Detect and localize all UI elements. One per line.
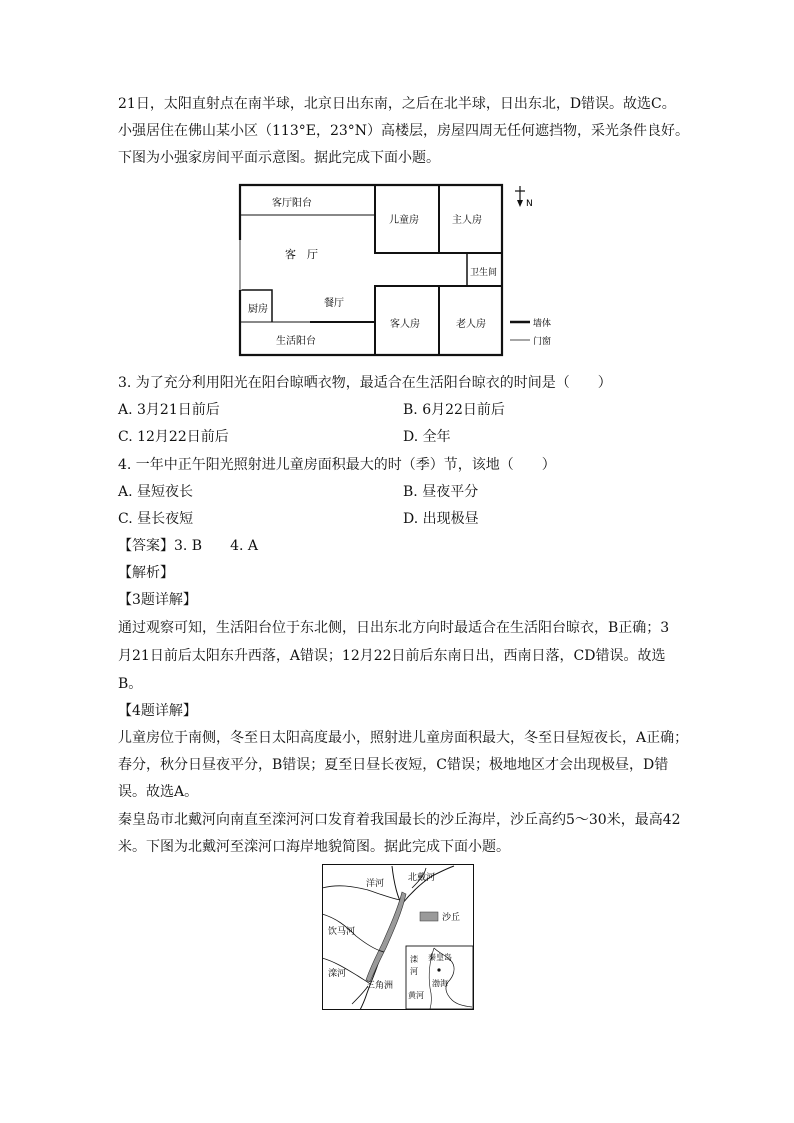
paragraph-line-1: 21日，太阳直射点在南半球，北京日出东南，之后在北半球，日出东北，D错误。故选C。 xyxy=(118,96,676,112)
legend-dune-swatch xyxy=(420,912,438,921)
passage2-line-2: 米。下图为北戴河至滦河口海岸地貌简图。据此完成下面小题。 xyxy=(118,839,510,855)
room-bathroom: 卫生间 xyxy=(470,268,498,278)
legend-wall-label: 墙体 xyxy=(533,319,552,329)
inset-label-qinhuangdao: 秦皇岛 xyxy=(428,953,452,962)
room-life-balcony: 生活阳台 xyxy=(276,336,316,347)
label-beidaihe: 北戴河 xyxy=(408,873,436,883)
label-yanghe: 洋河 xyxy=(366,879,385,889)
room-guest: 客人房 xyxy=(390,319,420,330)
floorplan-figure xyxy=(230,180,570,360)
room-living: 客 厅 xyxy=(285,248,318,261)
passage2-line-1: 秦皇岛市北戴河向南直至滦河河口发育着我国最长的沙丘海岸，沙丘高约5～30米，最高42 xyxy=(118,812,681,828)
q4-option-d: D. 出现极昼 xyxy=(403,511,479,527)
coast-map-figure xyxy=(322,864,474,1010)
q3-detail-heading: 【3题详解】 xyxy=(118,592,197,608)
inset-label-luan: 滦 xyxy=(410,955,418,964)
inset-map xyxy=(406,946,473,1009)
paragraph-line-3: 下图为小强家房间平面示意图。据此完成下面小题。 xyxy=(118,150,440,166)
q4-detail-heading: 【4题详解】 xyxy=(118,703,197,719)
q3-option-d: D. 全年 xyxy=(403,429,451,445)
inset-label-he: 河 xyxy=(410,967,418,976)
room-master: 主人房 xyxy=(452,215,482,226)
answer-line xyxy=(118,538,258,554)
inset-label-bohai: 渤海 xyxy=(432,979,448,988)
answer-label: 【答案】 xyxy=(118,538,174,554)
legend-dune-label: 沙丘 xyxy=(442,913,461,923)
q4-detail-line-1: 儿童房位于南侧，冬至日太阳高度最小，照射进儿童房面积最大，冬至日昼短夜长，A正确； xyxy=(118,730,689,746)
legend-window-label: 门窗 xyxy=(533,337,552,347)
answer-value: 3. B 4. A xyxy=(174,538,259,554)
q3-option-c: C. 12月22日前后 xyxy=(118,429,229,445)
q3-detail-line-1: 通过观察可知，生活阳台位于东北侧，日出东北方向时最适合在生活阳台晾衣，B正确；3 xyxy=(118,620,670,636)
inset-label-huanghe: 黄河 xyxy=(408,991,424,1000)
q3-stem: 3. 为了充分利用阳光在阳台晾晒衣物，最适合在生活阳台晾衣的时间是（ ） xyxy=(118,375,612,391)
room-child: 儿童房 xyxy=(389,215,419,226)
q4-detail-line-2: 春分，秋分日昼夜平分，B错误；夏至日昼长夜短，C错误；极地地区才会出现极昼，D错 xyxy=(118,757,669,773)
north-label: N xyxy=(526,199,533,209)
paragraph-line-2: 小强居住在佛山某小区（113°E，23°N）高楼层，房屋四周无任何遮挡物，采光条件良好。 xyxy=(118,123,690,139)
analysis-heading: 【解析】 xyxy=(118,565,174,581)
q4-option-c: C. 昼长夜短 xyxy=(118,511,194,527)
room-living-balcony: 客厅阳台 xyxy=(272,198,312,209)
q4-option-a: A. 昼短夜长 xyxy=(118,484,194,500)
room-dining: 餐厅 xyxy=(324,298,344,309)
q4-detail-line-3: 误。故选A。 xyxy=(118,784,199,800)
q3-detail-line-3: B。 xyxy=(118,676,143,692)
north-arrow-icon xyxy=(515,186,533,209)
label-yinmahe: 饮马河 xyxy=(328,927,356,937)
room-elder: 老人房 xyxy=(456,319,486,330)
q3-option-b: B. 6月22日前后 xyxy=(403,402,505,418)
floorplan-svg xyxy=(230,180,570,360)
q3-option-a: A. 3月21日前后 xyxy=(118,402,220,418)
q4-option-b: B. 昼夜平分 xyxy=(403,484,479,500)
q4-stem: 4. 一年中正午阳光照射进儿童房面积最大的时（季）节，该地（ ） xyxy=(118,457,556,473)
label-sanjiaozhou: 三角洲 xyxy=(366,981,394,991)
room-kitchen: 厨房 xyxy=(248,304,268,315)
q3-detail-line-2: 月21日前后太阳东升西落，A错误；12月22日前后东南日出，西南日落，CD错误。故选 xyxy=(118,648,666,664)
coast-map-svg xyxy=(322,864,474,1010)
label-luanhe: 滦河 xyxy=(328,969,347,979)
